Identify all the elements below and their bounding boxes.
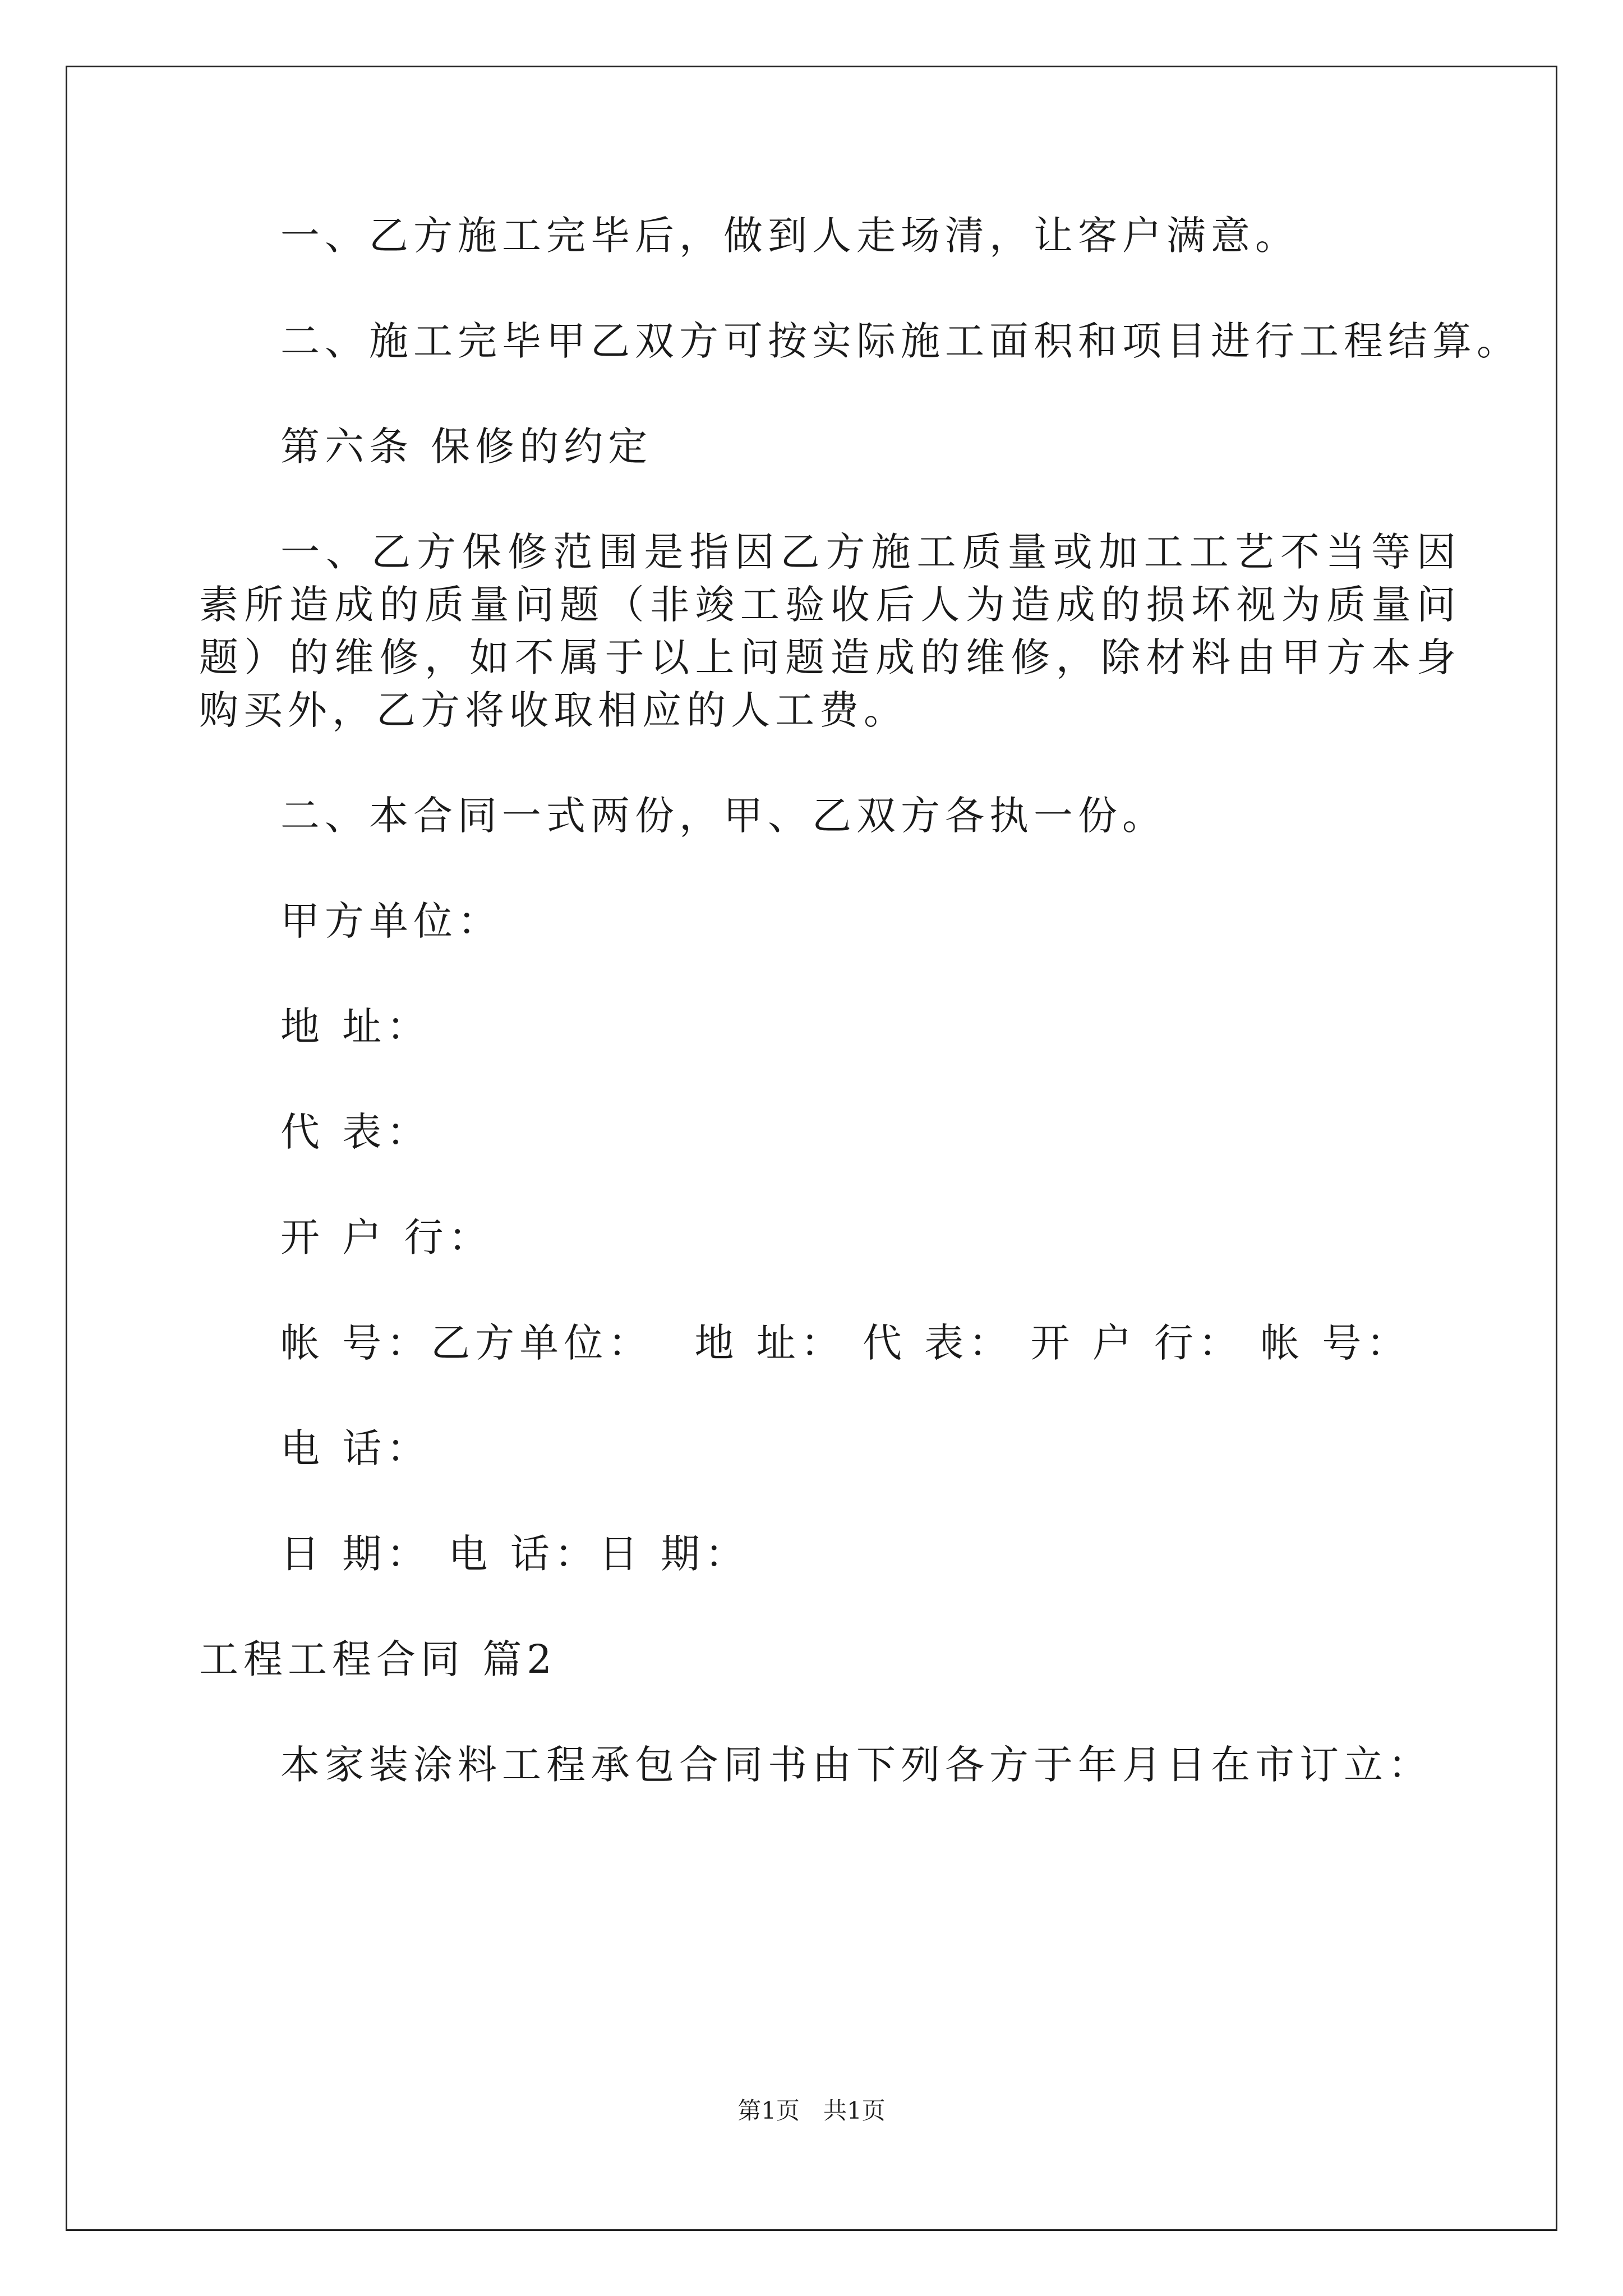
phone-line: 电 话： — [280, 1425, 431, 1471]
representative-line: 代 表： — [280, 1109, 431, 1155]
page-footer — [0, 2095, 1623, 2127]
account-line: 帐 号：乙方单位： 地 址： 代 表： 开 户 行： 帐 号： — [280, 1320, 1411, 1366]
page-total: 共1页 — [823, 2097, 886, 2124]
address-line: 地 址： — [280, 1004, 431, 1050]
section-heading: 工程工程合同 篇2 — [199, 1636, 557, 1682]
article-heading: 第六条 保修的约定 — [280, 424, 653, 470]
document-body — [199, 209, 1521, 1844]
bank-line: 开 户 行： — [280, 1214, 493, 1260]
page-number: 第1页 — [737, 2097, 800, 2124]
clause-paragraph: 一、乙方保修范围是指因乙方施工质量或加工工艺不当等因素所造成的质量问题（非竣工验收后人为造成的损坏视为质量问题）的维修，如不属于以上问题造成的维修，除材料由甲方本身购买外，乙方将收取相应的人工费。 — [199, 529, 1461, 733]
clause-paragraph: 一、乙方施工完毕后，做到人走场清，让客户满意。 — [280, 213, 1299, 259]
clause-paragraph: 二、施工完毕甲乙双方可按实际施工面积和项目进行工程结算。 — [280, 318, 1521, 364]
clause-paragraph: 二、本合同一式两份，甲、乙双方各执一份。 — [280, 793, 1166, 839]
closing-paragraph: 本家装涂料工程承包合同书由下列各方于年月日在市订立： — [280, 1742, 1432, 1788]
date-line: 日 期： 电 话：日 期： — [280, 1531, 750, 1577]
party-a-unit-line: 甲方单位： — [280, 898, 502, 944]
